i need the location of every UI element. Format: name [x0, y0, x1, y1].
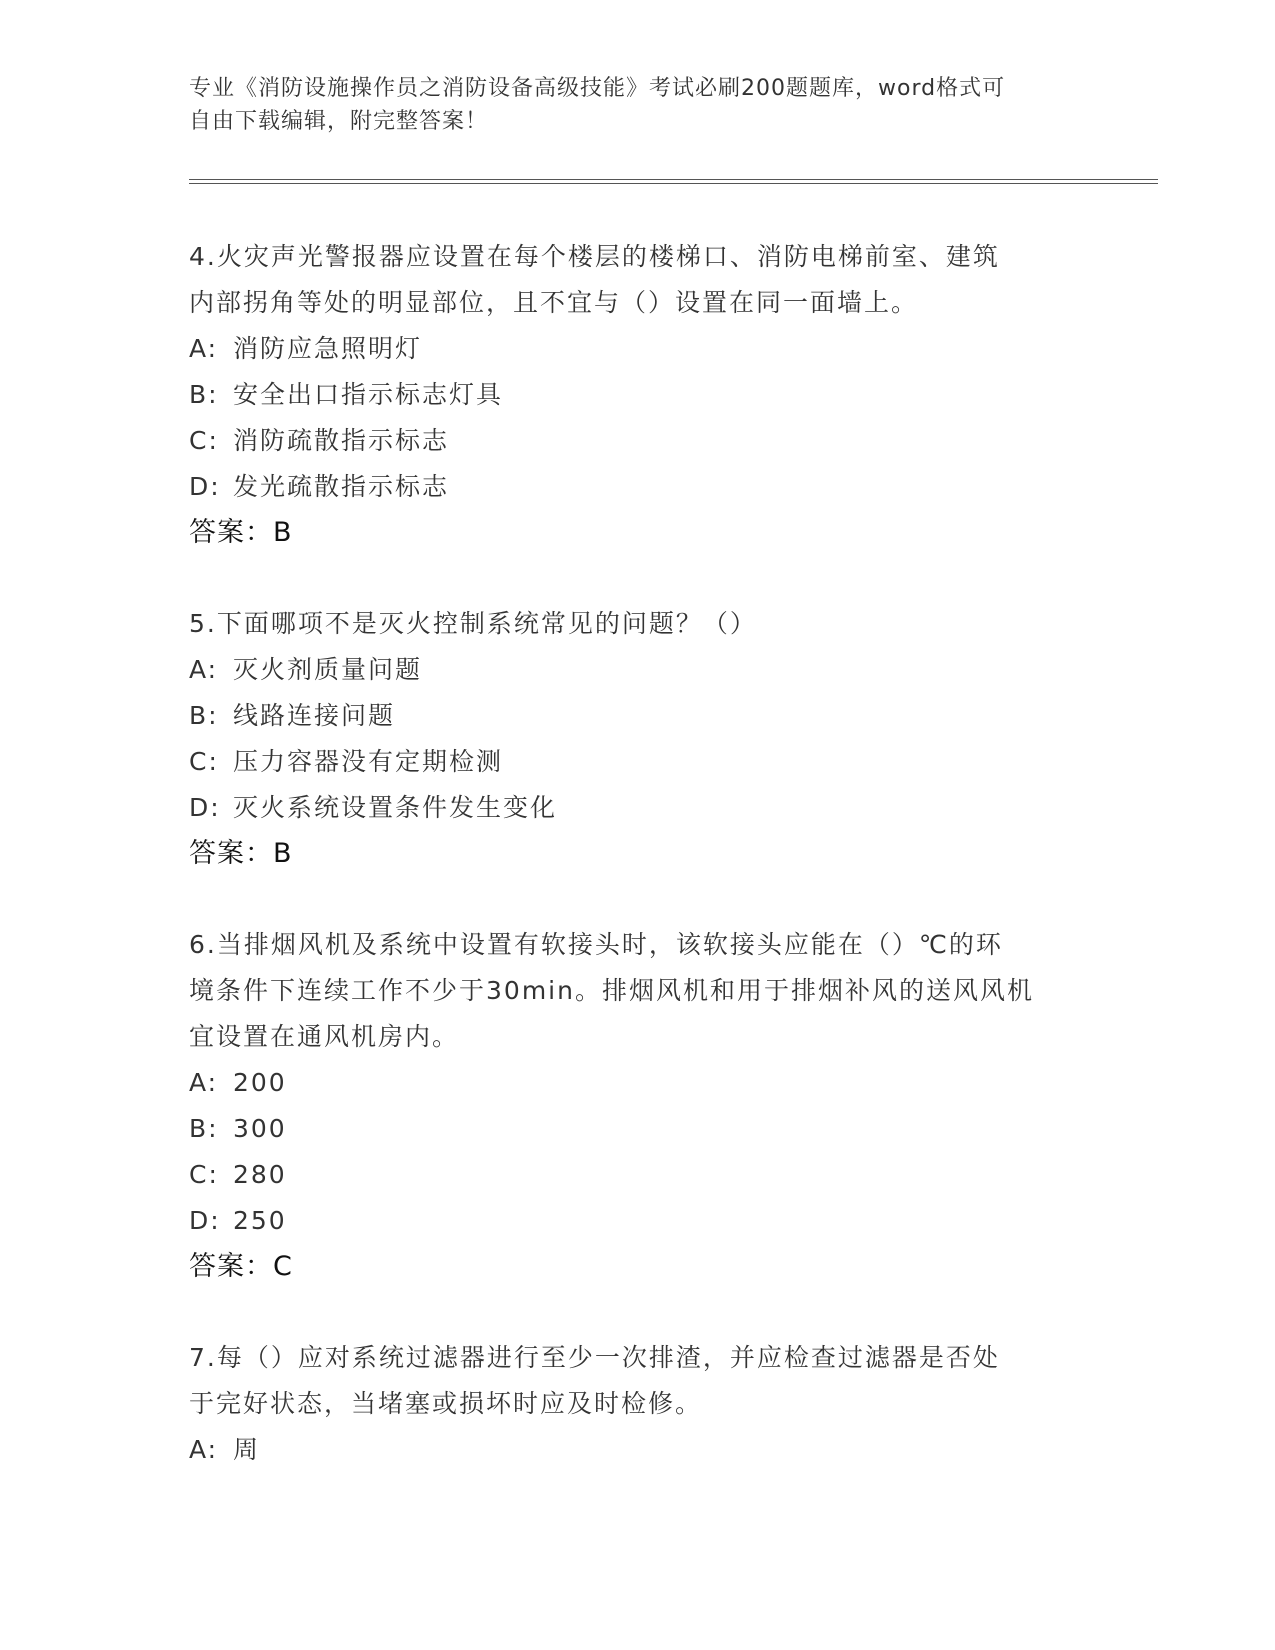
option-letter: C:	[189, 426, 219, 455]
option-text: 发光疏散指示标志	[233, 472, 450, 501]
option-letter: A:	[189, 1068, 219, 1097]
option-c	[189, 1152, 1089, 1198]
header-divider	[189, 179, 1158, 184]
question-stem-line: 7.每（）应对系统过滤器进行至少一次排渣，并应检查过滤器是否处	[189, 1343, 1000, 1372]
option-b	[189, 372, 1089, 418]
option-text: 消防疏散指示标志	[233, 426, 450, 455]
option-c	[189, 418, 1089, 464]
option-a	[189, 647, 1089, 693]
option-letter: B:	[189, 380, 219, 409]
option-a	[189, 1060, 1089, 1106]
option-text: 300	[233, 1114, 287, 1143]
option-letter: B:	[189, 1114, 219, 1143]
option-text: 280	[233, 1160, 287, 1189]
option-letter: A:	[189, 334, 219, 363]
option-text: 200	[233, 1068, 287, 1097]
option-text: 灭火系统设置条件发生变化	[233, 793, 558, 822]
option-letter: D:	[189, 793, 221, 822]
option-text: 消防应急照明灯	[233, 334, 423, 363]
question-4	[189, 234, 1089, 556]
question-stem-line: 内部拐角等处的明显部位，且不宜与（）设置在同一面墙上。	[189, 288, 919, 317]
question-5	[189, 601, 1089, 877]
option-b	[189, 1106, 1089, 1152]
option-letter: C:	[189, 1160, 219, 1189]
answer-line: 答案：B	[189, 517, 293, 548]
header-line-2: 自由下载编辑，附完整答案！	[189, 109, 489, 134]
option-a	[189, 326, 1089, 372]
question-stem-line: 6.当排烟风机及系统中设置有软接头时，该软接头应能在（）℃的环	[189, 930, 1003, 959]
option-d	[189, 464, 1089, 510]
answer-line: 答案：C	[189, 1251, 293, 1282]
option-text: 周	[233, 1435, 261, 1464]
question-stem-line: 境条件下连续工作不少于30min。排烟风机和用于排烟补风的送风风机	[189, 976, 1034, 1005]
answer-line: 答案：B	[189, 838, 293, 869]
question-6	[189, 922, 1089, 1290]
option-a	[189, 1427, 1089, 1473]
question-stem-line: 4.火灾声光警报器应设置在每个楼层的楼梯口、消防电梯前室、建筑	[189, 242, 1000, 271]
question-stem-line: 宜设置在通风机房内。	[189, 1022, 460, 1051]
option-b	[189, 693, 1089, 739]
option-c	[189, 739, 1089, 785]
option-text: 压力容器没有定期检测	[233, 747, 504, 776]
option-letter: D:	[189, 1206, 221, 1235]
option-text: 灭火剂质量问题	[233, 655, 423, 684]
option-letter: D:	[189, 472, 221, 501]
option-text: 250	[233, 1206, 287, 1235]
option-text: 线路连接问题	[233, 701, 396, 730]
question-7	[189, 1335, 1089, 1473]
option-letter: A:	[189, 655, 219, 684]
question-stem-line: 于完好状态，当堵塞或损坏时应及时检修。	[189, 1389, 703, 1418]
document-header	[189, 72, 1089, 138]
option-text: 安全出口指示标志灯具	[233, 380, 504, 409]
header-line-1: 专业《消防设施操作员之消防设备高级技能》考试必刷200题题库，word格式可	[189, 76, 1006, 101]
option-d	[189, 785, 1089, 831]
option-d	[189, 1198, 1089, 1244]
option-letter: C:	[189, 747, 219, 776]
question-stem-line: 5.下面哪项不是灭火控制系统常见的问题？（）	[189, 609, 757, 638]
option-letter: B:	[189, 701, 219, 730]
option-letter: A:	[189, 1435, 219, 1464]
